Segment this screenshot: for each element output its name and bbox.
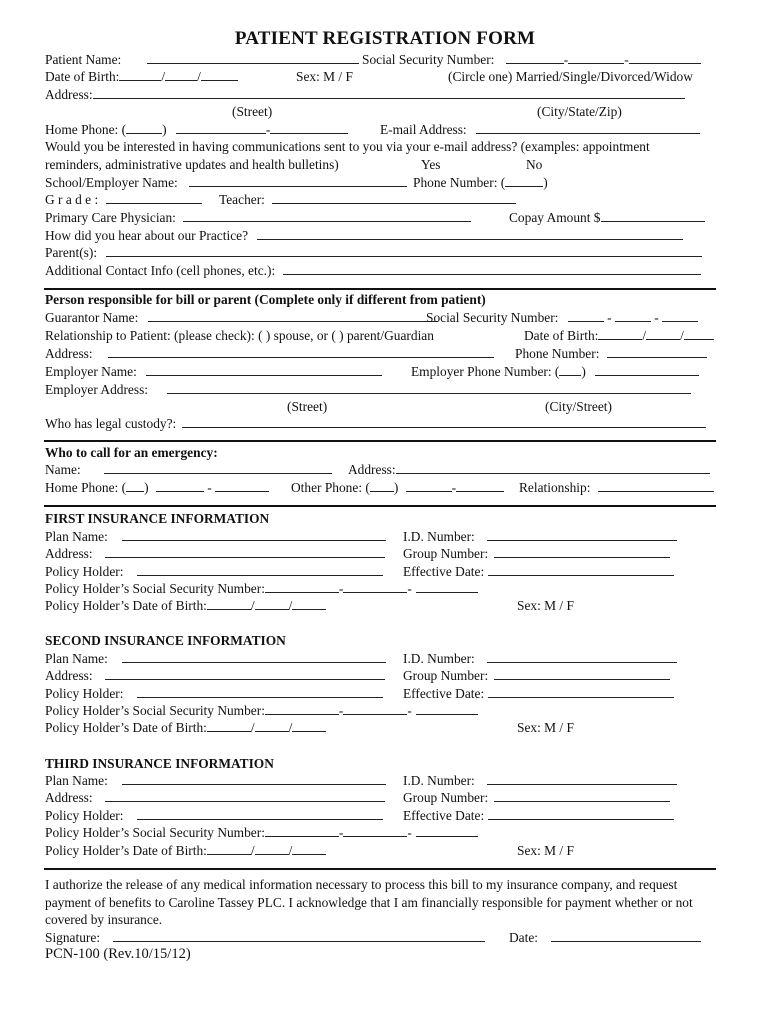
guarantor-ssn-row: Social Security Number: - - (426, 310, 698, 326)
guarantor-dob-label: Date of Birth: (524, 328, 599, 343)
patient-address-field[interactable] (93, 87, 685, 99)
ins2-id-field[interactable] (487, 651, 677, 663)
ins1-ssn-part2[interactable] (343, 581, 407, 593)
ins3-dob-day[interactable] (255, 843, 289, 855)
ins1-effective-label: Effective Date: (403, 564, 485, 579)
ins3-group-field[interactable] (494, 790, 670, 802)
emergency-relationship-row (519, 480, 714, 496)
emergency-home-line[interactable] (215, 480, 269, 492)
form-revision: PCN-100 (Rev.10/15/12) (45, 946, 191, 962)
parents-field[interactable] (106, 245, 702, 257)
date-row (509, 930, 701, 946)
home-phone-label: Home Phone: ( (45, 122, 127, 137)
patient-dob-row: Date of Birth: / / (45, 69, 238, 85)
emergency-other-phone-row: Other Phone: ( ) - (291, 480, 504, 496)
dob-year-field[interactable] (201, 69, 238, 81)
hear-label: How did you hear about our Practice? (45, 228, 249, 243)
school-phone-area[interactable] (505, 175, 543, 187)
ins1-holder-field[interactable] (137, 564, 383, 576)
ins2-effective-label: Effective Date: (403, 686, 485, 701)
email-row (380, 122, 700, 138)
ins3-ssn-part3[interactable] (416, 825, 478, 837)
comm-question-line1: Would you be interested in having communications sent to you via your e-mail address? (examples: appointment (45, 139, 650, 154)
guarantor-name-label: Guarantor Name: (45, 310, 139, 325)
patient-address-label: Address: (45, 87, 93, 102)
emergency-other-prefix[interactable] (406, 480, 452, 492)
emergency-name-row (45, 462, 332, 478)
copay-label: Copay Amount $ (509, 210, 601, 225)
emergency-relationship-field[interactable] (598, 480, 714, 492)
ins2-id-row (403, 651, 677, 667)
employer-address-label: Employer Address: (45, 382, 149, 397)
ins1-holder-ssn-row: Policy Holder’s Social Security Number: - - (45, 581, 478, 597)
second-insurance-heading: SECOND INSURANCE INFORMATION (45, 633, 286, 648)
ins1-address-label: Address: (45, 546, 93, 561)
custody-field[interactable] (182, 416, 706, 428)
signature-row (45, 930, 485, 946)
ins2-effective-field[interactable] (488, 686, 674, 698)
employer-phone-label: Employer Phone Number: ( (411, 364, 560, 379)
ins2-id-label: I.D. Number: (403, 651, 475, 666)
authorization-text: I authorize the release of any medical information necessary to process this bill to my insurance company, and request payment of benefits to Caroline Tassey PLC. I acknowledge that I am financially responsible for payment whether or not covered by insurance. (45, 877, 693, 927)
ins3-dob-month[interactable] (207, 843, 251, 855)
ins1-plan-row (45, 529, 386, 545)
guarantor-ssn-part3[interactable] (662, 310, 698, 322)
emergency-heading: Who to call for an emergency: (45, 445, 218, 460)
marital-status[interactable]: (Circle one) Married/Single/Divorced/Widow (448, 69, 693, 84)
emergency-home-phone-row: Home Phone: ( ) - (45, 480, 269, 496)
school-phone-row: Phone Number: ( ) (413, 175, 548, 190)
ins3-group-label: Group Number: (403, 790, 489, 805)
ins3-holder-row (45, 808, 383, 824)
additional-label: Additional Contact Info (cell phones, etc.): (45, 263, 276, 278)
guarantor-dob-day[interactable] (646, 328, 680, 340)
third-insurance-heading: THIRD INSURANCE INFORMATION (45, 756, 274, 771)
ins3-holder-ssn-row: Policy Holder’s Social Security Number: - - (45, 825, 478, 841)
ins2-address-label: Address: (45, 668, 93, 683)
ins1-ssn-part1[interactable] (265, 581, 339, 593)
emergency-other-phone-label: Other Phone: ( (291, 480, 370, 495)
ins3-effective-row (403, 808, 674, 824)
school-row (45, 175, 407, 191)
ins3-ssn-part1[interactable] (265, 825, 339, 837)
grade-field[interactable] (106, 192, 202, 204)
emergency-home-phone-label: Home Phone: ( (45, 480, 127, 495)
guarantor-heading: Person responsible for bill or parent (Complete only if different from patient) (45, 292, 486, 307)
guarantor-phone-field[interactable] (607, 346, 707, 358)
emergency-name-field[interactable] (104, 462, 332, 474)
copay-row (509, 210, 705, 226)
ins3-holder-label: Policy Holder: (45, 808, 124, 823)
patient-ssn-part1[interactable] (506, 52, 564, 64)
ins2-ssn-part1[interactable] (265, 703, 339, 715)
guarantor-phone-label: Phone Number: (515, 346, 600, 361)
ins2-holder-label: Policy Holder: (45, 686, 124, 701)
guarantor-dob-month[interactable] (598, 328, 642, 340)
ins3-ssn-part2[interactable] (343, 825, 407, 837)
ins3-id-label: I.D. Number: (403, 773, 475, 788)
ins1-dob-year[interactable] (292, 598, 326, 610)
ins2-holder-row (45, 686, 383, 702)
ins3-id-row (403, 773, 677, 789)
ins2-plan-field[interactable] (122, 651, 386, 663)
ins3-group-row (403, 790, 670, 806)
guarantor-ssn-part2[interactable] (615, 310, 651, 322)
emergency-address-label: Address: (348, 462, 396, 477)
ins2-holder-ssn-row: Policy Holder’s Social Security Number: - - (45, 703, 478, 719)
ins1-holder-row (45, 564, 383, 580)
emergency-relationship-label: Relationship: (519, 480, 591, 495)
ins2-effective-row (403, 686, 674, 702)
ins3-plan-field[interactable] (122, 773, 386, 785)
patient-name-field[interactable] (147, 52, 359, 64)
ins3-address-row (45, 790, 385, 806)
ins3-plan-label: Plan Name: (45, 773, 108, 788)
patient-ssn-part2[interactable] (568, 52, 624, 64)
employer-phone-area[interactable] (559, 364, 581, 376)
school-phone-label: Phone Number: ( (413, 175, 506, 190)
ins2-plan-row (45, 651, 386, 667)
ins1-holder-ssn-label: Policy Holder’s Social Security Number: (45, 581, 265, 596)
employer-name-row (45, 364, 382, 380)
guarantor-name-field[interactable] (148, 310, 438, 322)
employer-address-row (45, 382, 691, 398)
ins3-address-label: Address: (45, 790, 93, 805)
school-label: School/Employer Name: (45, 175, 178, 190)
ins1-holder-dob-label: Policy Holder’s Date of Birth: (45, 598, 207, 613)
ins1-effective-field[interactable] (488, 564, 674, 576)
street-caption: (Street) (232, 104, 273, 119)
ins1-address-field[interactable] (105, 546, 385, 558)
employer-city-caption: (City/Street) (545, 399, 612, 414)
teacher-label: Teacher: (219, 192, 265, 207)
employer-name-field[interactable] (146, 364, 382, 376)
ins2-sex[interactable]: Sex: M / F (517, 720, 574, 735)
section-divider (44, 868, 716, 870)
ins1-id-label: I.D. Number: (403, 529, 475, 544)
ins3-effective-field[interactable] (488, 808, 674, 820)
additional-field[interactable] (283, 263, 701, 275)
ins3-holder-field[interactable] (137, 808, 383, 820)
parents-row (45, 245, 702, 261)
patient-sex[interactable]: Sex: M / F (296, 69, 353, 84)
form-title: PATIENT REGISTRATION FORM (234, 28, 536, 49)
emergency-name-label: Name: (45, 462, 81, 477)
guarantor-ssn-label: Social Security Number: (426, 310, 559, 325)
ins1-address-row (45, 546, 385, 562)
comm-question-line2: reminders, administrative updates and health bulletins) (45, 157, 339, 172)
home-phone-area[interactable] (126, 122, 162, 134)
patient-dob-label: Date of Birth: (45, 69, 120, 84)
guarantor-address-field[interactable] (108, 346, 494, 358)
ins1-ssn-part3[interactable] (416, 581, 478, 593)
guarantor-dob-year[interactable] (684, 328, 714, 340)
ins2-ssn-part2[interactable] (343, 703, 407, 715)
school-field[interactable] (189, 175, 407, 187)
ins3-effective-label: Effective Date: (403, 808, 485, 823)
emergency-home-prefix[interactable] (156, 480, 204, 492)
home-phone-row: Home Phone: ( ) - (45, 122, 348, 138)
emergency-other-area[interactable] (370, 480, 394, 492)
ins2-group-row (403, 668, 670, 684)
city-caption: (City/State/Zip) (537, 104, 622, 119)
ins3-id-field[interactable] (487, 773, 677, 785)
ins1-effective-row (403, 564, 674, 580)
hear-field[interactable] (257, 228, 683, 240)
ins2-holder-dob-row: Policy Holder’s Date of Birth: / / (45, 720, 326, 736)
dob-day-field[interactable] (165, 69, 197, 81)
comm-no-option[interactable]: No (526, 157, 543, 172)
ins1-dob-day[interactable] (255, 598, 289, 610)
patient-name-row (45, 52, 359, 68)
signature-label: Signature: (45, 930, 101, 945)
employer-name-label: Employer Name: (45, 364, 137, 379)
ins2-holder-ssn-label: Policy Holder’s Social Security Number: (45, 703, 265, 718)
ins1-group-row (403, 546, 670, 562)
ins2-holder-dob-label: Policy Holder’s Date of Birth: (45, 720, 207, 735)
employer-phone-row: Employer Phone Number: ( ) (411, 364, 699, 380)
ins1-holder-dob-row: Policy Holder’s Date of Birth: / / (45, 598, 326, 614)
patient-address-row (45, 87, 685, 103)
ins3-address-field[interactable] (105, 790, 385, 802)
patient-ssn-label: Social Security Number: (362, 52, 495, 67)
ins2-address-row (45, 668, 385, 684)
ins1-group-field[interactable] (494, 546, 670, 558)
copay-field[interactable] (601, 210, 705, 222)
ins3-holder-dob-row: Policy Holder’s Date of Birth: / / (45, 843, 326, 859)
ins3-holder-ssn-label: Policy Holder’s Social Security Number: (45, 825, 265, 840)
employer-phone-field[interactable] (595, 364, 699, 376)
guarantor-address-label: Address: (45, 346, 93, 361)
ins1-group-label: Group Number: (403, 546, 489, 561)
custody-label: Who has legal custody?: (45, 416, 177, 431)
date-field[interactable] (551, 930, 701, 942)
teacher-row (219, 192, 516, 208)
signature-field[interactable] (113, 930, 485, 942)
ins3-holder-dob-label: Policy Holder’s Date of Birth: (45, 843, 207, 858)
ins1-plan-field[interactable] (122, 529, 386, 541)
ins2-ssn-part3[interactable] (416, 703, 478, 715)
emergency-home-area[interactable] (126, 480, 144, 492)
pcp-row (45, 210, 471, 226)
ins2-group-label: Group Number: (403, 668, 489, 683)
comm-yes-option[interactable]: Yes (421, 157, 441, 172)
patient-ssn-row: Social Security Number: - - (362, 52, 701, 68)
home-phone-prefix[interactable] (176, 122, 266, 134)
employer-address-field[interactable] (167, 382, 691, 394)
patient-ssn-part3[interactable] (629, 52, 701, 64)
parents-label: Parent(s): (45, 245, 98, 260)
hear-row (45, 228, 683, 244)
ins1-id-field[interactable] (487, 529, 677, 541)
email-label: E-mail Address: (380, 122, 467, 137)
ins2-address-field[interactable] (105, 668, 385, 680)
guarantor-phone-row (515, 346, 707, 362)
section-divider (44, 440, 716, 442)
employer-street-caption: (Street) (287, 399, 328, 414)
pcp-field[interactable] (183, 210, 471, 222)
section-divider (44, 505, 716, 507)
home-phone-line[interactable] (270, 122, 348, 134)
date-label: Date: (509, 930, 538, 945)
additional-row (45, 263, 701, 279)
custody-row (45, 416, 706, 432)
guarantor-dob-row: Date of Birth: / / (524, 328, 714, 344)
guarantor-relationship[interactable]: Relationship to Patient: (please check): ( ) spouse, or ( ) parent/Guardian (45, 328, 434, 343)
section-divider (44, 288, 716, 290)
pcp-label: Primary Care Physician: (45, 210, 176, 225)
first-insurance-heading: FIRST INSURANCE INFORMATION (45, 511, 270, 526)
guarantor-address-row (45, 346, 494, 362)
ins1-plan-label: Plan Name: (45, 529, 108, 544)
ins2-dob-day[interactable] (255, 720, 289, 732)
ins2-plan-label: Plan Name: (45, 651, 108, 666)
emergency-address-field[interactable] (396, 462, 710, 474)
ins2-group-field[interactable] (494, 668, 670, 680)
ins2-dob-year[interactable] (292, 720, 326, 732)
grade-label: G r a d e : (45, 192, 99, 207)
email-field[interactable] (476, 122, 700, 134)
guarantor-ssn-part1[interactable] (568, 310, 604, 322)
ins1-id-row (403, 529, 677, 545)
ins3-dob-year[interactable] (292, 843, 326, 855)
guarantor-name-row (45, 310, 438, 326)
ins1-holder-label: Policy Holder: (45, 564, 124, 579)
ins1-dob-month[interactable] (207, 598, 251, 610)
ins3-sex[interactable]: Sex: M / F (517, 843, 574, 858)
grade-row (45, 192, 202, 208)
emergency-address-row (348, 462, 710, 478)
patient-name-label: Patient Name: (45, 52, 122, 67)
ins2-holder-field[interactable] (137, 686, 383, 698)
dob-month-field[interactable] (119, 69, 161, 81)
emergency-other-line[interactable] (456, 480, 504, 492)
ins2-dob-month[interactable] (207, 720, 251, 732)
ins3-plan-row (45, 773, 386, 789)
ins1-sex[interactable]: Sex: M / F (517, 598, 574, 613)
teacher-field[interactable] (272, 192, 516, 204)
